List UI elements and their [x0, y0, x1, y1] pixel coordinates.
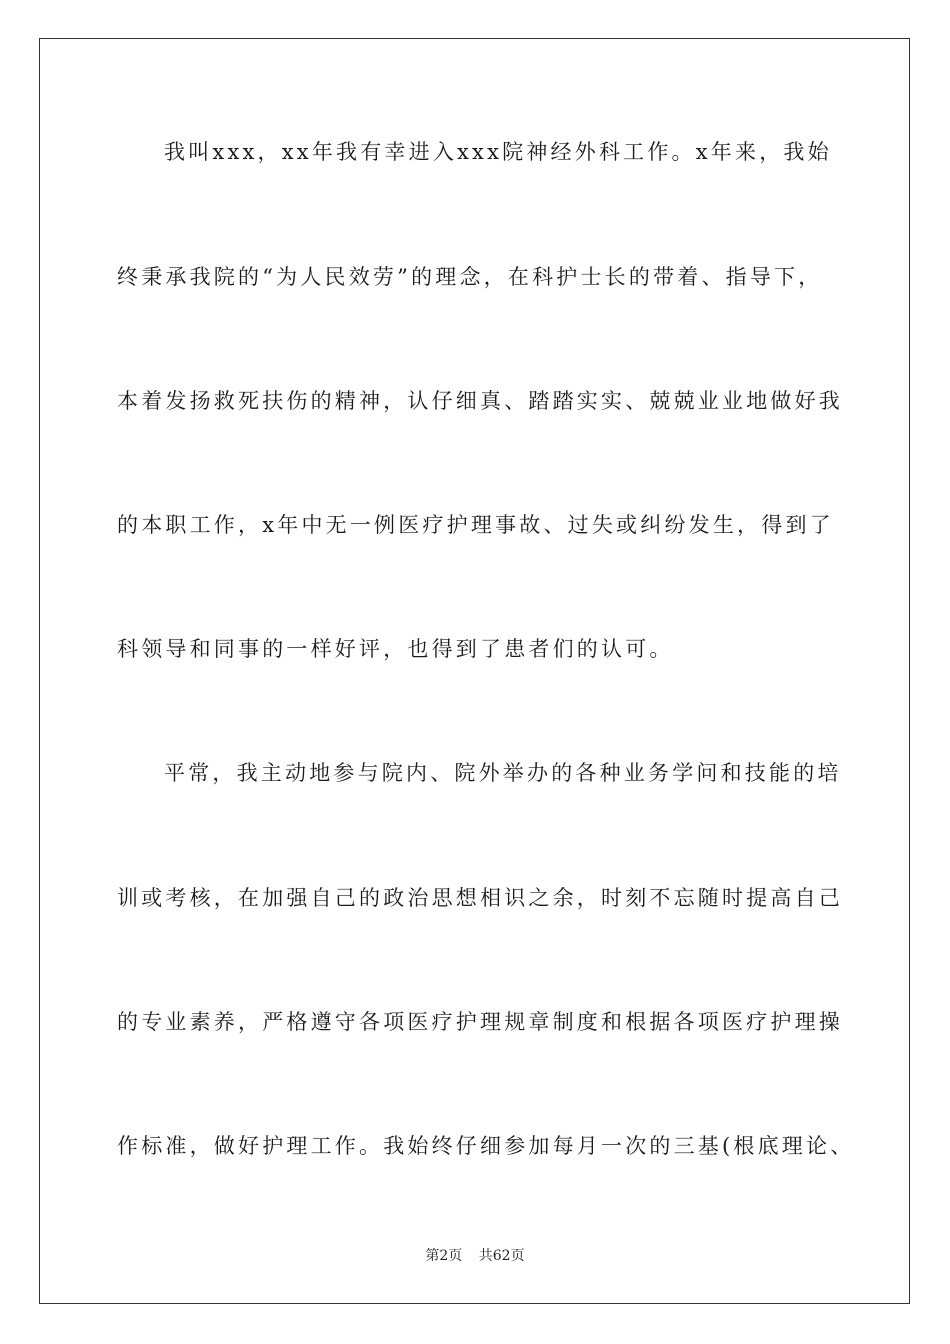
paragraph-1-line-1: 我叫xxx，xx年我有幸进入xxx院神经外科工作。x年来，我始	[164, 140, 832, 164]
paragraph-2-line-4: 作标准，做好护理工作。我始终仔细参加每月一次的三基(根底理论、	[117, 1134, 855, 1158]
paragraph-2-line-3: 的专业素养，严格遵守各项医疗护理规章制度和根据各项医疗护理操	[117, 1010, 843, 1034]
page-border	[39, 38, 910, 1304]
total-pages: 共62页	[478, 1248, 525, 1264]
paragraph-1-line-4: 的本职工作，x年中无一例医疗护理事故、过失或纠纷发生，得到了	[117, 513, 834, 537]
paragraph-2-line-1: 平常，我主动地参与院内、院外举办的各种业务学问和技能的培	[164, 761, 842, 785]
page-footer	[0, 1247, 950, 1265]
paragraph-1-line-5: 科领导和同事的一样好评，也得到了患者们的认可。	[117, 637, 674, 661]
paragraph-1-line-2: 终秉承我院的“为人民效劳”的理念，在科护士长的带着、指导下，	[117, 265, 823, 289]
paragraph-2-line-2: 训或考核，在加强自己的政治思想相识之余，时刻不忘随时提高自己	[117, 886, 843, 910]
paragraph-1-line-3: 本着发扬救死扶伤的精神，认仔细真、踏踏实实、兢兢业业地做好我	[117, 389, 843, 413]
page-number: 第2页	[425, 1248, 463, 1264]
